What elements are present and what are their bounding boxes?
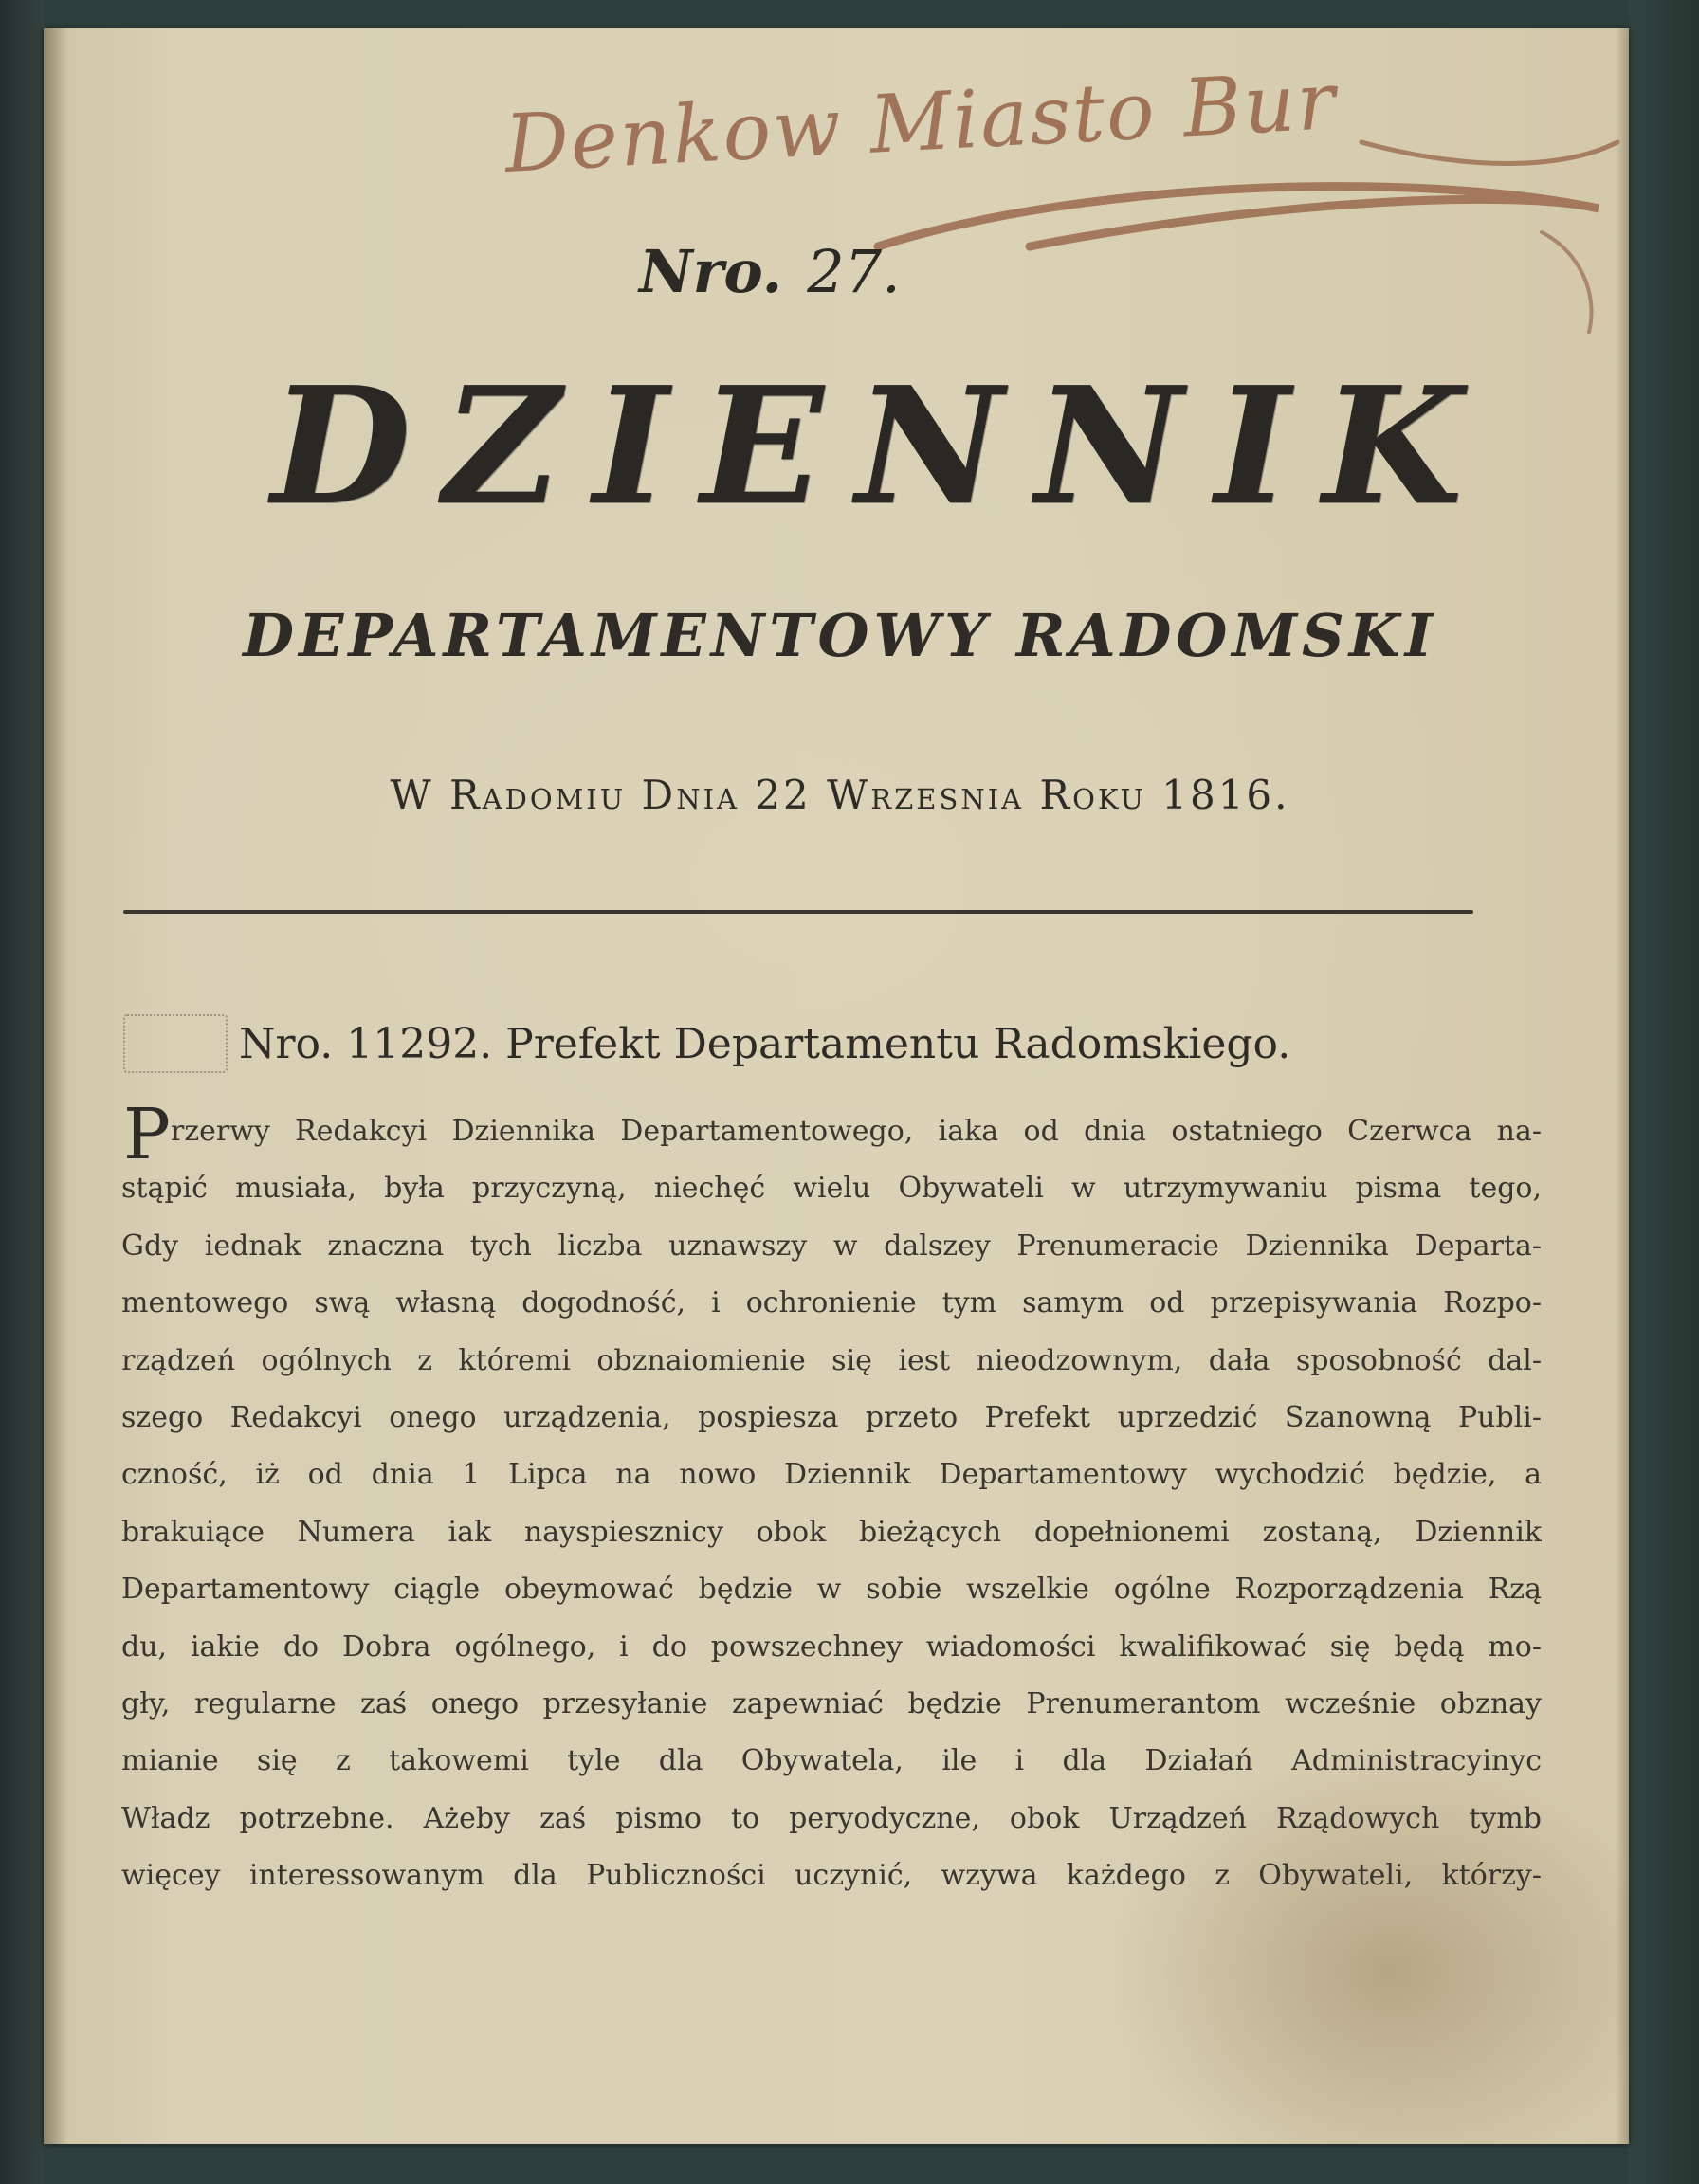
issue-number — [639, 237, 901, 306]
binding-left-edge — [0, 0, 44, 2184]
binding-right-edge — [1629, 0, 1699, 2184]
article-line: stąpić musiała, była przyczyną, niechęć wielu Obywateli w utrzymywaniu pisma tego, — [121, 1172, 1542, 1206]
article-line: szego Redakcyi onego urządzenia, pospiesza przeto Prefekt uprzedzić Szanowną Publi- — [121, 1401, 1542, 1435]
article-line: du, iakie do Dobra ogólnego, i do powszechney wiadomości kwalifikować się będą mo- — [121, 1629, 1542, 1664]
article-line: Władz potrzebne. Ażeby zaś pismo to peryodyczne, obok Urządzeń Rządowych tymb — [121, 1801, 1542, 1835]
newspaper-subtitle: DEPARTAMENTOWY RADOMSKI — [243, 601, 1437, 670]
newspaper-page — [44, 28, 1629, 2144]
page-edge-shadow — [1616, 28, 1629, 2144]
article-line: czność, iż od dnia 1 Lipca na nowo Dziennik Departamentowy wychodzić będzie, a — [121, 1458, 1542, 1492]
dateline: W Radomiu Dnia 22 Wrzesnia Roku 1816. — [390, 772, 1290, 818]
article-line: brakuiące Numera iak nayspiesznicy obok bieżących dopełnionemi zostaną, Dziennik — [121, 1515, 1542, 1549]
article-line: Departamentowy ciągle obeymować będzie w sobie wszelkie ogólne Rozporządzenia Rzą — [121, 1573, 1542, 1607]
article-line: gły, regularne zaś onego przesyłanie zapewniać będzie Prenumerantom wcześnie obznay — [121, 1687, 1542, 1721]
issue-number-value: 27. — [807, 237, 901, 306]
article-line: rządzeń ogólnych z któremi obznaiomienie się iest nieodzownym, dała sposobność dal- — [121, 1343, 1542, 1377]
article-line: mentowego swą własną dogodność, i ochronienie tym samym od przepisywania Rozpo- — [121, 1286, 1542, 1320]
issue-label: Nro. — [639, 237, 783, 306]
article-body — [121, 1103, 1542, 1905]
article-line: więcey interessowanym dla Publiczności uczynić, wzywa każdego z Obywateli, którzy- — [121, 1859, 1542, 1893]
page-fold-shadow — [44, 28, 68, 2144]
handwritten-annotation: Denkow Miasto Bur — [502, 54, 1340, 191]
article-heading: Nro. 11292. Prefekt Departamentu Radomskiego. — [239, 1020, 1291, 1068]
article-line: mianie się z takowemi tyle dla Obywatela, ile i dla Działań Administracyinyc — [121, 1744, 1542, 1778]
article-line: Gdy iednak znaczna tych liczba uznawszy w dalszey Prenumeracie Dziennika Departa- — [121, 1228, 1542, 1263]
title-divider — [123, 910, 1473, 914]
newspaper-title: DZIENNIK — [271, 352, 1495, 541]
article-dropcap: P — [123, 1094, 171, 1175]
article-line: rzerwy Redakcyi Dziennika Departamentowego, iaka od dnia ostatniego Czerwca na- — [171, 1115, 1542, 1148]
faded-stamp — [123, 1014, 228, 1073]
